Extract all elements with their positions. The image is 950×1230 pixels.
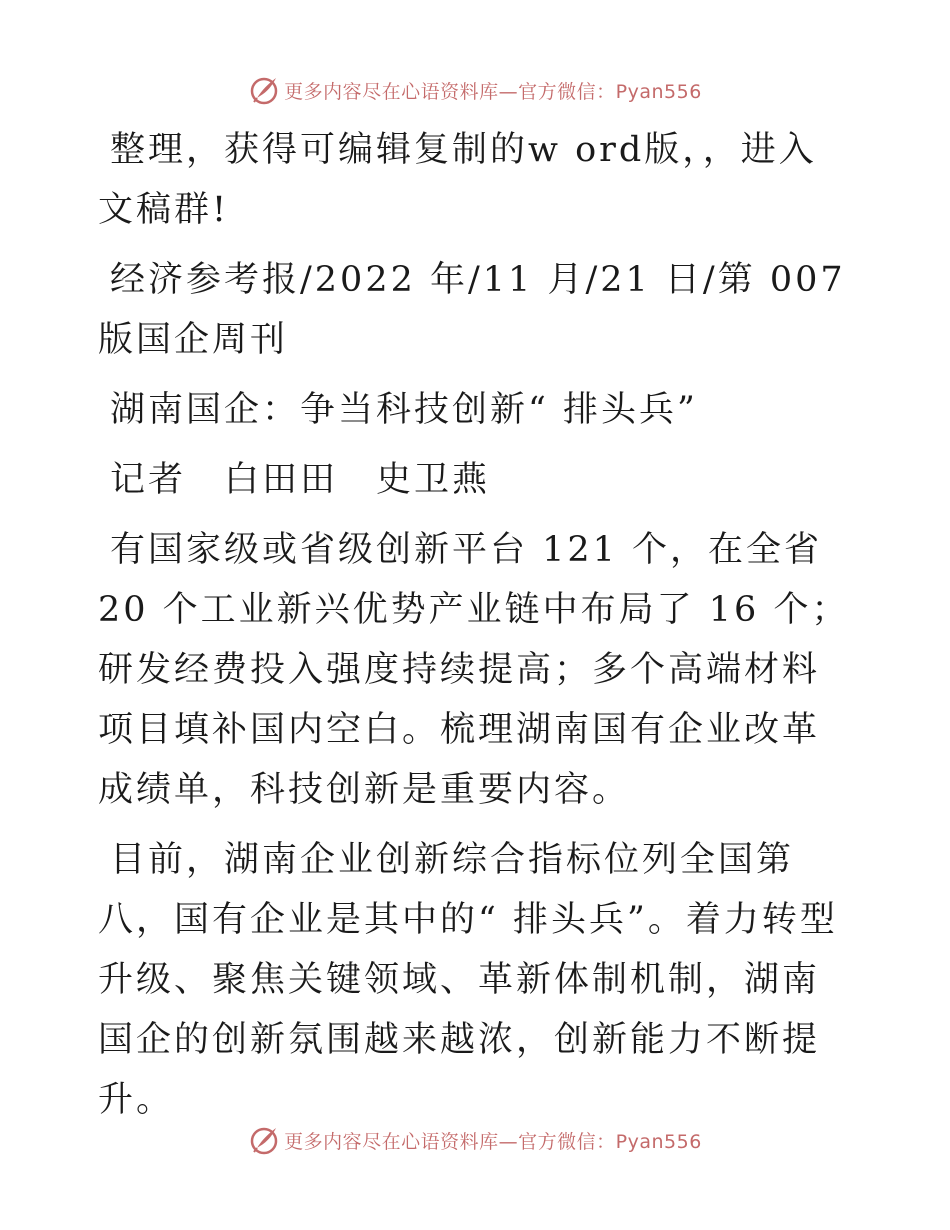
header-watermark-banner — [0, 70, 950, 110]
byline: 记者 白田田 史卫燕 — [110, 460, 491, 500]
body-paragraph: 目前，湖南企业创新综合指标位列全国第八，国有企业是其中的“ 排头兵”。着力转型升级、聚焦关键领域、革新体制机制，湖南国企的创新氛围越来越浓，创新能力不断提升。 — [98, 840, 838, 1120]
source-line-paragraph: 经济参考报/2022 年/11 月/21 日/第 007 版国企周刊 — [98, 260, 846, 360]
article-title: 湖南国企：争当科技创新“ 排头兵” — [110, 390, 698, 430]
intro-note-paragraph: 整理，获得可编辑复制的w ord版，，进入文稿群! — [98, 130, 817, 230]
body-paragraph: 有国家级或省级创新平台 121 个，在全省 20 个工业新兴优势产业链中布局了 16 个；研发经费投入强度持续提高；多个高端材料项目填补国内空白。梳理湖南国有企业改革成绩单，科技创新是重要内容。 — [98, 530, 850, 810]
feather-quill-logo-icon — [248, 1124, 280, 1156]
footer-watermark-text: 更多内容尽在心语资料库—官方微信：Pyan556 — [284, 1130, 702, 1153]
document-body — [98, 120, 850, 1140]
footer-watermark-banner — [0, 1120, 950, 1160]
feather-quill-logo-icon — [248, 74, 280, 106]
header-watermark-text: 更多内容尽在心语资料库—官方微信：Pyan556 — [284, 80, 702, 103]
